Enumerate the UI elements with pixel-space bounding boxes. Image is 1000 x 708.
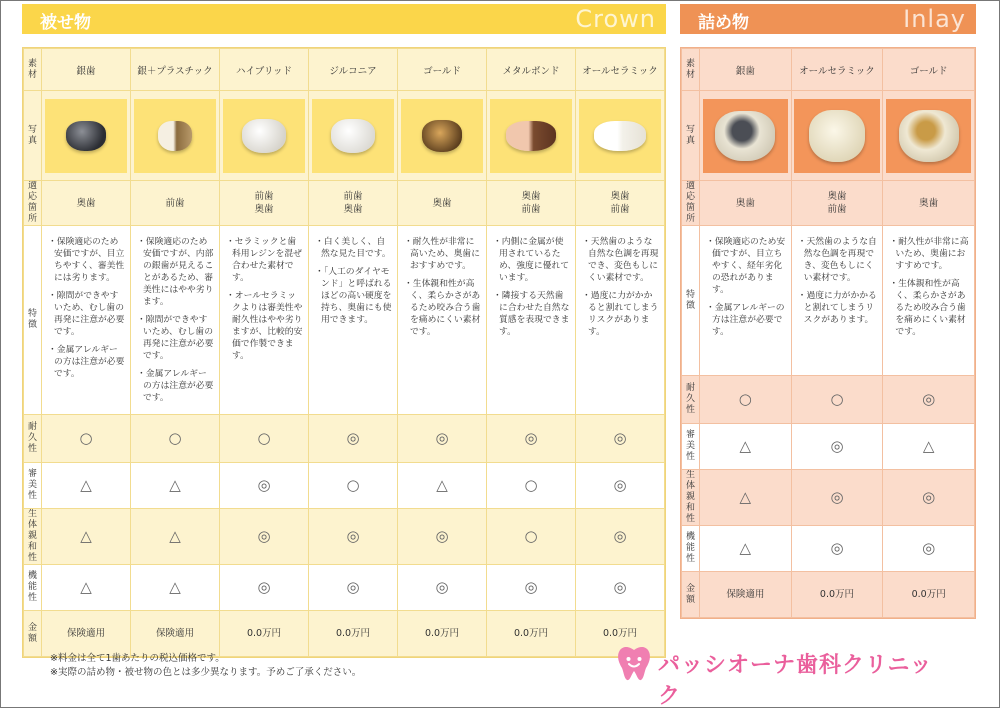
rating-mark: ◎ (830, 539, 844, 557)
row-header-photo (682, 91, 700, 181)
material-photo (487, 91, 576, 181)
rating-mark: ◎ (346, 578, 360, 596)
material-name: 銀歯 (700, 49, 792, 91)
biocompat-rating (791, 470, 883, 526)
tooth-photo (401, 99, 484, 173)
row-header-durability (24, 415, 42, 463)
row-header-feature (682, 226, 700, 376)
function-rating (883, 526, 975, 572)
site-cell: 前歯 奥歯 (309, 181, 398, 226)
row-header-aesthetics (682, 424, 700, 470)
price-cell: 0.0万円 (791, 572, 883, 618)
feature-item: ・オールセラミックよりは審美性や耐久性はやや劣りますが、比較的安価で作製できます。 (226, 291, 303, 361)
crown-row-material (24, 49, 665, 91)
inlay-row-biocompat (682, 470, 975, 526)
feature-cell (576, 226, 665, 415)
row-header-function (682, 526, 700, 572)
tooth-image (242, 119, 286, 153)
price-cell: 0.0万円 (576, 611, 665, 657)
site-cell: 奥歯 前歯 (791, 181, 883, 226)
row-header-label: 特徴 (27, 309, 37, 330)
rating-mark: ○ (346, 476, 360, 494)
row-header-label: 金額 (685, 583, 695, 605)
tooth-image (331, 119, 375, 153)
rating-mark: ○ (257, 429, 271, 447)
row-header-photo (24, 91, 42, 181)
crown-header (22, 4, 666, 34)
site-cell: 奥歯 (700, 181, 792, 226)
feature-list (48, 236, 126, 380)
rating-mark: ◎ (257, 578, 271, 596)
row-header-function (24, 565, 42, 611)
row-header-aesthetics (24, 463, 42, 509)
feature-cell (883, 226, 975, 376)
feature-list (137, 236, 215, 404)
feature-item: ・過度に力がかかると割れてしまうリスクがあります。 (582, 291, 659, 337)
durability-rating (576, 415, 665, 463)
feature-item: ・保険適応のため安価ですが、目立ちやすく、審美性には劣ります。 (48, 237, 125, 283)
inlay-row-photo (682, 91, 975, 181)
row-header-label: 耐久性 (27, 422, 37, 454)
aesthetics-rating (487, 463, 576, 509)
rating-mark: ◎ (524, 578, 538, 596)
feature-item: ・隙間ができやすいため、むし歯の再発に注意が必要です。 (48, 291, 125, 337)
rating-mark: ◎ (346, 527, 360, 545)
material-photo (700, 91, 792, 181)
material-name: 銀歯 (42, 49, 131, 91)
feature-list (404, 236, 482, 338)
feature-item: ・白く美しく、自然な見た目です。 (315, 237, 391, 259)
inlay-row-durability (682, 376, 975, 424)
feature-item: ・金属アレルギーの方は注意が必要です。 (706, 303, 785, 337)
rating-mark: △ (169, 476, 181, 494)
material-photo (220, 91, 309, 181)
price-cell: 保険適用 (700, 572, 792, 618)
feature-cell (220, 226, 309, 415)
material-name: オールセラミック (576, 49, 665, 91)
site-cell: 奥歯 (398, 181, 487, 226)
rating-mark: ◎ (922, 488, 936, 506)
rating-mark: △ (80, 527, 92, 545)
material-name: ゴールド (398, 49, 487, 91)
feature-item: ・天然歯のような自然な色調を再現でき、変色もしにくい素材です。 (797, 237, 877, 283)
rating-mark: ○ (524, 476, 538, 494)
material-photo (42, 91, 131, 181)
site-cell: 奥歯 前歯 (576, 181, 665, 226)
row-header-site (682, 181, 700, 226)
row-header-label: 機能性 (27, 571, 37, 603)
material-photo (791, 91, 883, 181)
rating-mark: ◎ (830, 437, 844, 455)
row-header-material (24, 49, 42, 91)
crown-row-aesthetics (24, 463, 665, 509)
tooth-photo (223, 99, 306, 173)
feature-item: ・保険適応のため安価ですが、内部の銀歯が見えることがあるため、審美性にはやや劣ります。 (137, 237, 214, 307)
feature-item: ・「人工のダイヤモンド」と呼ばれるほどの高い硬度を持ち、奥歯にも使用できます。 (315, 267, 392, 325)
material-photo (576, 91, 665, 181)
tooth-image (506, 121, 556, 151)
feature-list (582, 236, 660, 338)
price-cell: 0.0万円 (398, 611, 487, 657)
function-rating (700, 526, 792, 572)
material-name: メタルボンド (487, 49, 576, 91)
rating-mark: ○ (79, 429, 93, 447)
site-cell: 奥歯 前歯 (487, 181, 576, 226)
rating-mark: ◎ (922, 539, 936, 557)
price-cell: 保険適用 (42, 611, 131, 657)
durability-rating (309, 415, 398, 463)
row-header-label: 生体親和性 (685, 470, 695, 524)
feature-list (493, 236, 571, 338)
biocompat-rating (309, 509, 398, 565)
rating-mark: ◎ (613, 429, 627, 447)
feature-list (798, 236, 879, 326)
row-header-label: 特徴 (685, 289, 695, 311)
rating-mark: ◎ (613, 527, 627, 545)
crown-row-biocompat (24, 509, 665, 565)
crown-row-photo (24, 91, 665, 181)
biocompat-rating (131, 509, 220, 565)
rating-mark: △ (169, 578, 181, 596)
tooth-photo (886, 99, 971, 173)
feature-item: ・金属アレルギーの方は注意が必要です。 (48, 345, 125, 379)
feature-list (706, 236, 787, 338)
function-rating (131, 565, 220, 611)
price-cell: 0.0万円 (883, 572, 975, 618)
row-header-label: 写真 (685, 124, 695, 146)
durability-rating (487, 415, 576, 463)
feature-item: ・耐久性が非常に高いため、奥歯におすすめです。 (889, 237, 969, 271)
durability-rating (42, 415, 131, 463)
row-header-price (24, 611, 42, 657)
durability-rating (791, 376, 883, 424)
material-name: 銀＋プラスチック (131, 49, 220, 91)
function-rating (220, 565, 309, 611)
tooth-image (594, 121, 646, 151)
tooth-image (422, 120, 462, 152)
function-rating (791, 526, 883, 572)
row-header-label: 審美性 (685, 430, 695, 462)
tooth-image (158, 121, 192, 151)
aesthetics-rating (883, 424, 975, 470)
function-rating (487, 565, 576, 611)
rating-mark: ◎ (613, 476, 627, 494)
rating-mark: △ (922, 437, 935, 455)
aesthetics-rating (309, 463, 398, 509)
feature-item: ・セラミックと歯科用レジンを混ぜ合わせた素材です。 (226, 237, 302, 283)
feature-item: ・生体親和性が高く、柔らかさがあるため咬み合う歯を痛めにくい素材です。 (404, 279, 481, 337)
material-photo (398, 91, 487, 181)
row-header-label: 生体親和性 (27, 509, 37, 563)
row-header-label: 金額 (27, 622, 37, 644)
durability-rating (883, 376, 975, 424)
aesthetics-rating (576, 463, 665, 509)
tooth-image (66, 121, 106, 151)
feature-item: ・隙間ができやすいため、むし歯の再発に注意が必要です。 (137, 315, 214, 361)
row-header-feature (24, 226, 42, 415)
inlay-table (680, 47, 976, 619)
aesthetics-rating (220, 463, 309, 509)
rating-mark: ○ (738, 390, 752, 408)
biocompat-rating (700, 470, 792, 526)
rating-mark: △ (739, 539, 752, 557)
function-rating (42, 565, 131, 611)
material-name: オールセラミック (791, 49, 883, 91)
aesthetics-rating (131, 463, 220, 509)
row-header-biocompat (24, 509, 42, 565)
feature-item: ・過度に力がかかると割れてしまうリスクがあります。 (797, 291, 877, 325)
site-cell: 奥歯 (42, 181, 131, 226)
row-header-label: 素材 (685, 58, 695, 80)
feature-item: ・天然歯のような自然な色調を再現でき、変色もしにくい素材です。 (582, 237, 659, 283)
aesthetics-rating (791, 424, 883, 470)
feature-list (226, 236, 304, 362)
material-photo (309, 91, 398, 181)
inlay-row-site (682, 181, 975, 226)
durability-rating (398, 415, 487, 463)
inlay-title-en: Inlay (903, 5, 966, 33)
rating-mark: ◎ (613, 578, 627, 596)
durability-rating (700, 376, 792, 424)
site-cell: 前歯 奥歯 (220, 181, 309, 226)
feature-cell (42, 226, 131, 415)
rating-mark: ○ (830, 390, 844, 408)
function-rating (309, 565, 398, 611)
footnote-color: ※実際の詰め物・被せ物の色とは多少異なります。予めご了承ください。 (50, 667, 362, 678)
biocompat-rating (576, 509, 665, 565)
biocompat-rating (487, 509, 576, 565)
crown-title: 被せ物 (40, 13, 91, 33)
rating-mark: △ (739, 437, 752, 455)
rating-mark: ◎ (346, 429, 360, 447)
rating-mark: △ (739, 488, 752, 506)
crown-title-en: Crown (575, 5, 656, 33)
function-rating (576, 565, 665, 611)
inlay-title: 詰め物 (698, 13, 749, 33)
row-header-label: 審美性 (27, 469, 37, 501)
price-cell: 0.0万円 (487, 611, 576, 657)
tooth-photo (703, 99, 788, 173)
tooth-photo (794, 99, 879, 173)
inlay-row-material (682, 49, 975, 91)
feature-item: ・耐久性が非常に高いため、奥歯におすすめです。 (404, 237, 481, 271)
row-header-label: 耐久性 (685, 383, 695, 415)
price-cell: 0.0万円 (220, 611, 309, 657)
clinic-name: パッシオーナ歯科クリニック (658, 653, 933, 708)
crown-row-durability (24, 415, 665, 463)
rating-mark: △ (80, 578, 92, 596)
biocompat-rating (220, 509, 309, 565)
row-header-biocompat (682, 470, 700, 526)
footnote-price: ※料金は全て1歯あたりの税込価格です。 (50, 653, 225, 664)
rating-mark: ○ (524, 527, 538, 545)
rating-mark: ◎ (524, 429, 538, 447)
tooth-image (715, 111, 775, 161)
feature-list (889, 236, 970, 338)
rating-mark: ◎ (922, 390, 936, 408)
row-header-price (682, 572, 700, 618)
rating-mark: ◎ (830, 488, 844, 506)
row-header-site (24, 181, 42, 226)
rating-mark: ◎ (435, 429, 449, 447)
feature-item: ・隣接する天然歯に合わせた自然な質感を表現できます。 (493, 291, 570, 337)
site-cell: 前歯 (131, 181, 220, 226)
aesthetics-rating (42, 463, 131, 509)
aesthetics-rating (398, 463, 487, 509)
crown-row-function (24, 565, 665, 611)
rating-mark: ◎ (435, 578, 449, 596)
inlay-header (680, 4, 976, 34)
row-header-material (682, 49, 700, 91)
durability-rating (220, 415, 309, 463)
aesthetics-rating (700, 424, 792, 470)
inlay-row-function (682, 526, 975, 572)
rating-mark: △ (436, 476, 448, 494)
inlay-row-feature (682, 226, 975, 376)
material-name: ゴールド (883, 49, 975, 91)
tooth-photo (490, 99, 573, 173)
site-cell: 奥歯 (883, 181, 975, 226)
material-photo (883, 91, 975, 181)
tooth-photo (312, 99, 395, 173)
feature-cell (131, 226, 220, 415)
rating-mark: ○ (168, 429, 182, 447)
feature-cell (487, 226, 576, 415)
rating-mark: ◎ (257, 527, 271, 545)
biocompat-rating (42, 509, 131, 565)
row-header-label: 素材 (27, 58, 37, 80)
rating-mark: △ (80, 476, 92, 494)
inlay-row-aesthetics (682, 424, 975, 470)
material-photo (131, 91, 220, 181)
tooth-image (899, 110, 959, 162)
feature-item: ・保険適応のため安価ですが、目立ちやすく、経年劣化の恐れがあります。 (706, 237, 786, 295)
row-header-label: 写真 (27, 124, 37, 146)
rating-mark: ◎ (257, 476, 271, 494)
feature-item: ・生体親和性が高く、柔らかさがあるため咬み合う歯を痛めにくい素材です。 (889, 279, 966, 337)
row-header-label: 適応箇所 (27, 181, 37, 224)
rating-mark: △ (169, 527, 181, 545)
crown-row-site (24, 181, 665, 226)
feature-cell (791, 226, 883, 376)
durability-rating (131, 415, 220, 463)
feature-item: ・金属アレルギーの方は注意が必要です。 (137, 369, 214, 403)
crown-table (22, 47, 666, 658)
price-cell: 保険適用 (131, 611, 220, 657)
tooth-image (809, 110, 865, 162)
biocompat-rating (398, 509, 487, 565)
crown-row-feature (24, 226, 665, 415)
material-name: ハイブリッド (220, 49, 309, 91)
row-header-label: 機能性 (685, 532, 695, 564)
inlay-row-price (682, 572, 975, 618)
biocompat-rating (883, 470, 975, 526)
tooth-photo (134, 99, 217, 173)
price-cell: 0.0万円 (309, 611, 398, 657)
material-name: ジルコニア (309, 49, 398, 91)
row-header-label: 適応箇所 (685, 181, 695, 224)
tooth-photo (579, 99, 662, 173)
function-rating (398, 565, 487, 611)
row-header-durability (682, 376, 700, 424)
feature-item: ・内側に金属が使用されているため、強度に優れています。 (493, 237, 570, 283)
feature-list (315, 236, 393, 326)
feature-cell (398, 226, 487, 415)
clinic-logo (612, 644, 952, 708)
tooth-photo (45, 99, 128, 173)
tooth-logo-icon (614, 644, 654, 682)
feature-cell (309, 226, 398, 415)
feature-cell (700, 226, 792, 376)
rating-mark: ◎ (435, 527, 449, 545)
